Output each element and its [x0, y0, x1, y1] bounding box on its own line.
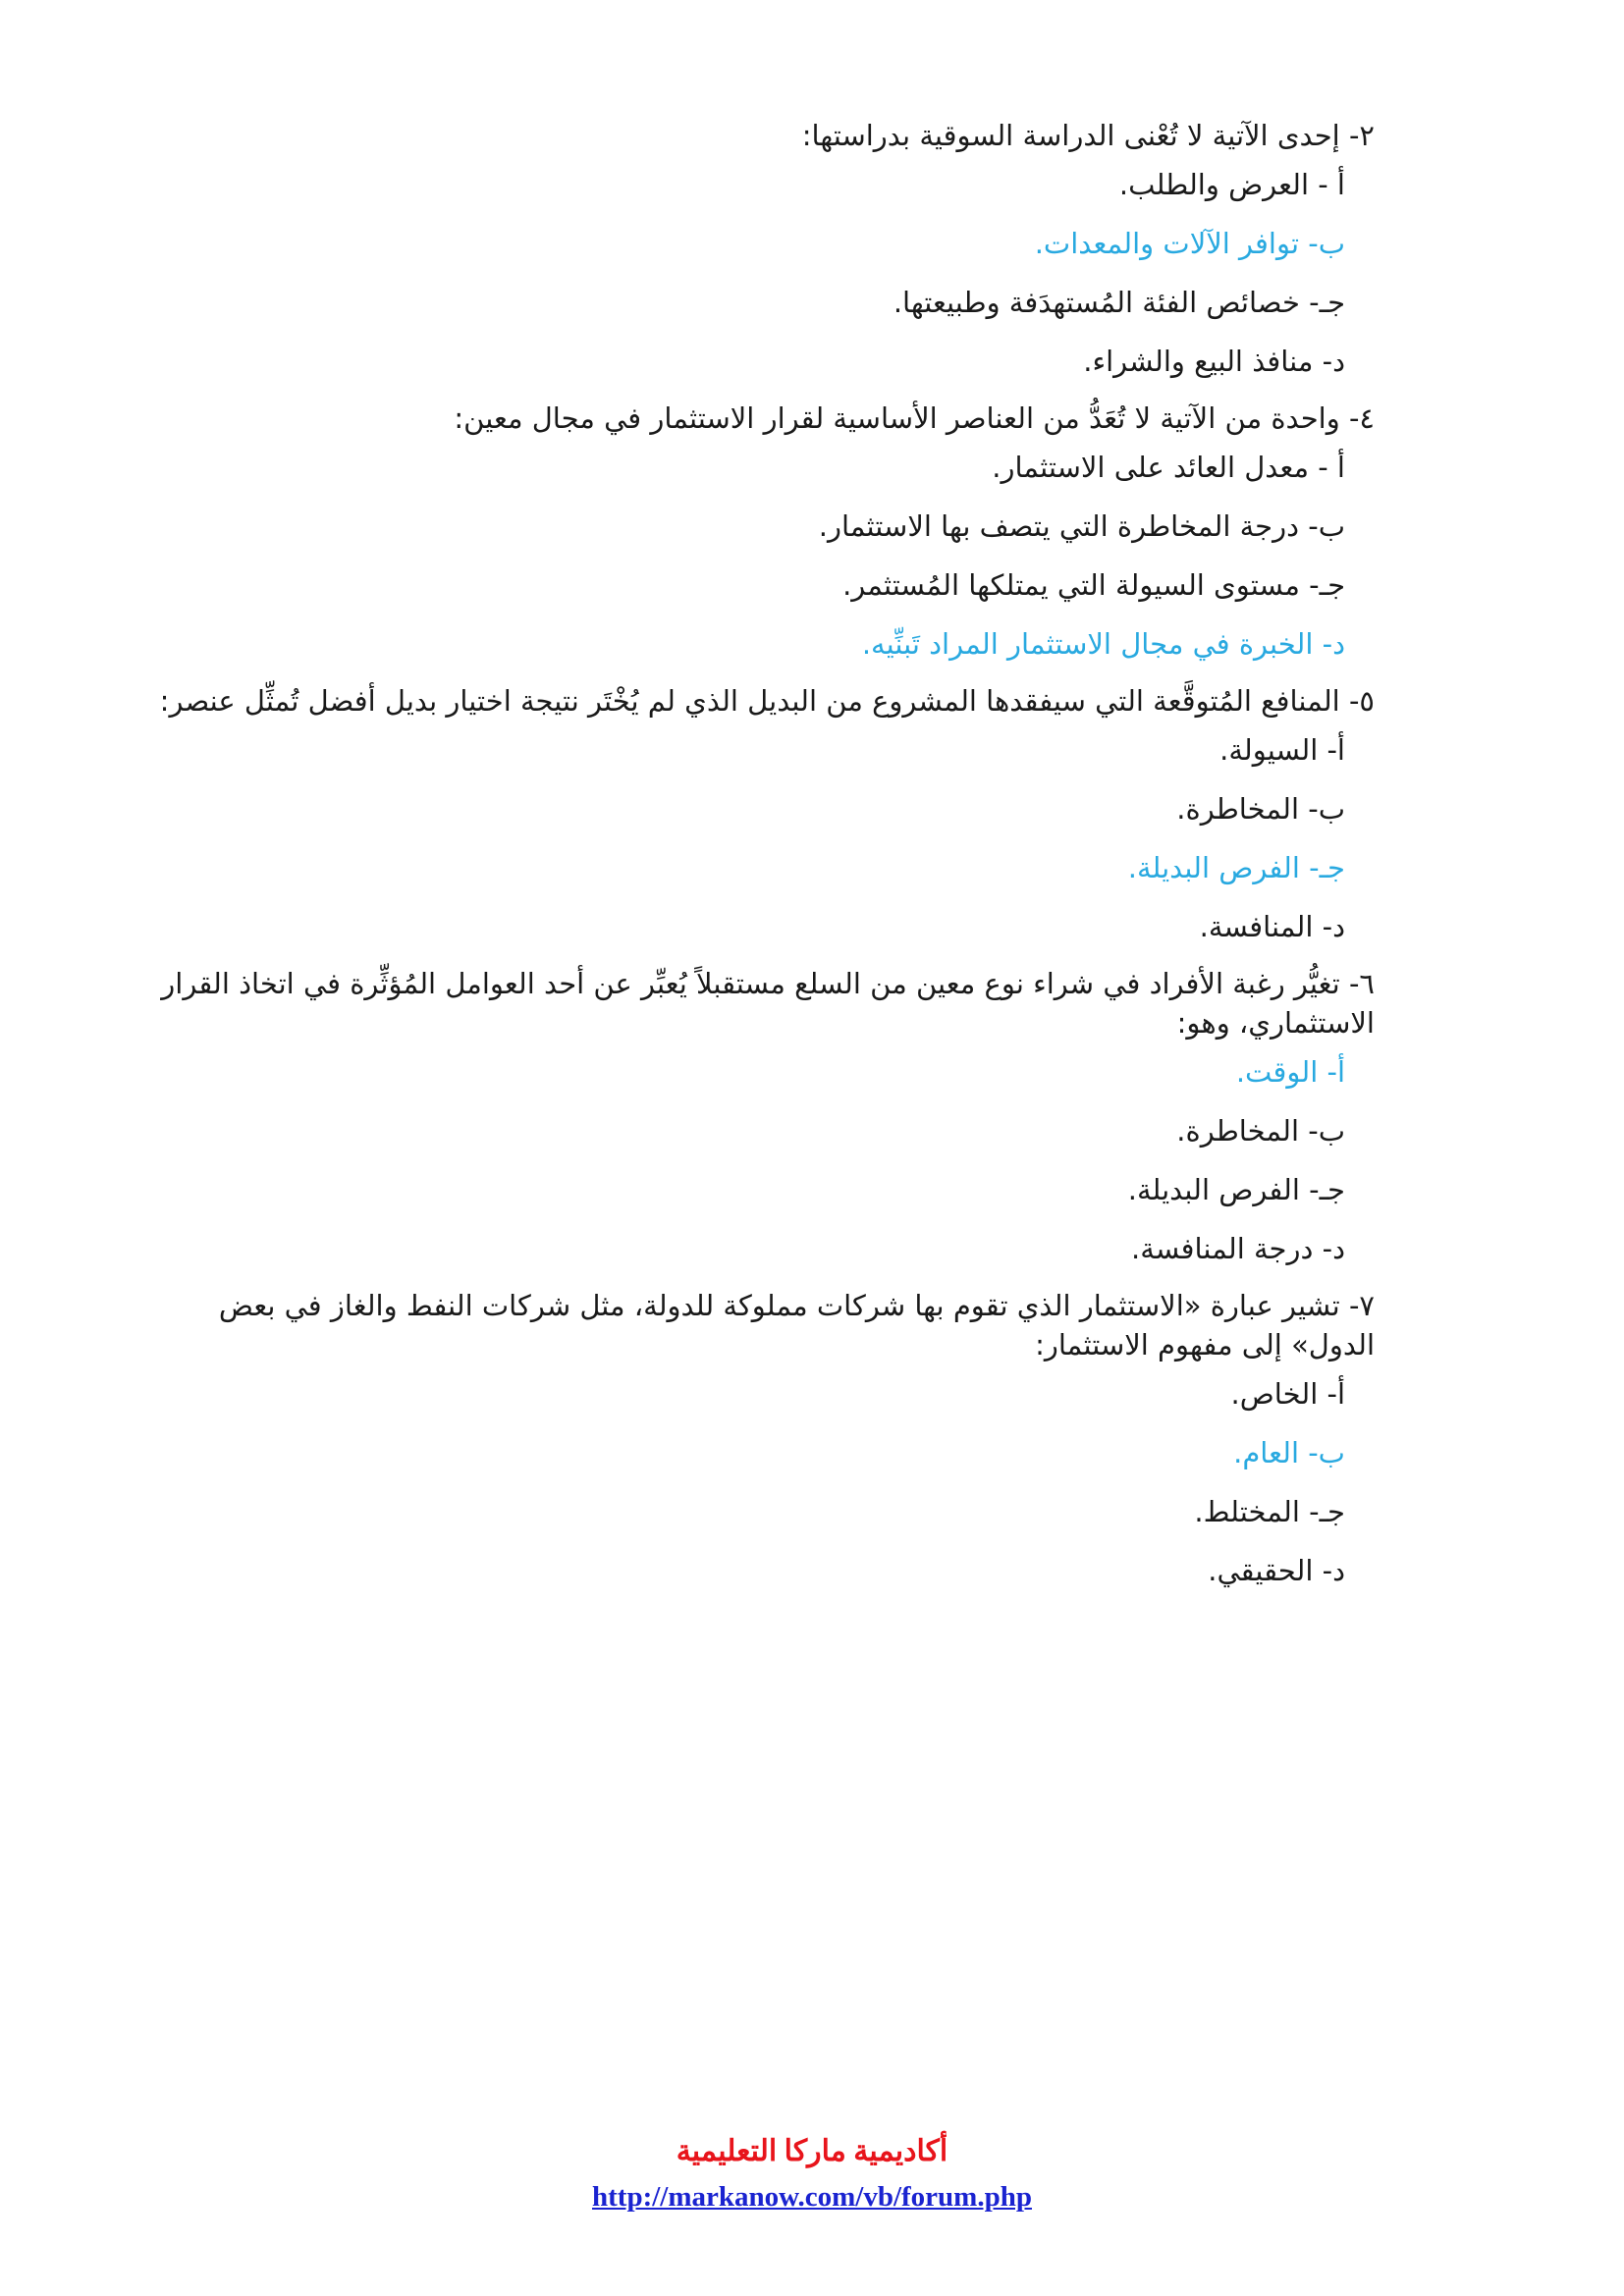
option-c: جـ- خصائص الفئة المُستهدَفة وطبيعتها.: [893, 286, 1345, 319]
question-4: [137, 399, 1414, 673]
questions-body: [137, 116, 1414, 1608]
option-b-correct: ب- العام.: [1233, 1436, 1345, 1469]
option-b: ب- المخاطرة.: [1176, 1114, 1345, 1148]
footer-url-link[interactable]: http://markanow.com/vb/forum.php: [592, 2181, 1032, 2213]
option-a: أ- الخاص.: [1230, 1377, 1345, 1411]
question-6: [137, 964, 1414, 1278]
question-7: [137, 1286, 1414, 1600]
question-text: ٧- تشير عبارة «الاستثمار الذي تقوم بها شركات مملوكة للدولة، مثل شركات النفط والغاز في بعض الدول» إلى مفهوم الاستثمار:: [218, 1289, 1375, 1362]
option-c: جـ- مستوى السيولة التي يمتلكها المُستثمر.: [842, 568, 1345, 602]
option-c-correct: جـ- الفرص البديلة.: [1127, 851, 1345, 884]
question-text: ٢- إحدى الآتية لا تُعْنى الدراسة السوقية بدراستها:: [801, 119, 1375, 152]
option-d: د- المنافسة.: [1199, 910, 1345, 943]
option-d-correct: د- الخبرة في مجال الاستثمار المراد تَبنِّيه.: [861, 627, 1345, 661]
option-c: جـ- المختلط.: [1194, 1495, 1345, 1528]
option-d: د- منافذ البيع والشراء.: [1083, 345, 1345, 378]
option-a: أ - معدل العائد على الاستثمار.: [992, 451, 1345, 484]
question-text: ٦- تغيُّر رغبة الأفراد في شراء نوع معين من السلع مستقبلاً يُعبِّر عن أحد العوامل المُؤثِّرة في اتخاذ القرار الاستثماري، وهو:: [161, 967, 1375, 1040]
option-d: د- درجة المنافسة.: [1131, 1232, 1345, 1265]
footer-academy-name: أكاديمية ماركا التعليمية: [676, 2135, 948, 2167]
option-b: ب- درجة المخاطرة التي يتصف بها الاستثمار.: [818, 509, 1345, 543]
question-text: ٥- المنافع المُتوقَّعة التي سيفقدها المشروع من البديل الذي لم يُخْتَر نتيجة اختيار بديل أفضل تُمثِّل عنصر:: [159, 684, 1375, 718]
option-c: جـ- الفرص البديلة.: [1127, 1173, 1345, 1206]
option-b-correct: ب- توافر الآلات والمعدات.: [1034, 227, 1345, 260]
question-5: [137, 681, 1414, 956]
option-a: أ- السيولة.: [1219, 733, 1345, 767]
option-b: ب- المخاطرة.: [1176, 792, 1345, 826]
question-text: ٤- واحدة من الآتية لا تُعَدُّ من العناصر الأساسية لقرار الاستثمار في مجال معين:: [454, 401, 1375, 435]
option-a-correct: أ- الوقت.: [1235, 1055, 1345, 1089]
question-2: [137, 116, 1414, 391]
option-a: أ - العرض والطلب.: [1118, 168, 1345, 201]
option-d: د- الحقيقي.: [1208, 1554, 1345, 1587]
